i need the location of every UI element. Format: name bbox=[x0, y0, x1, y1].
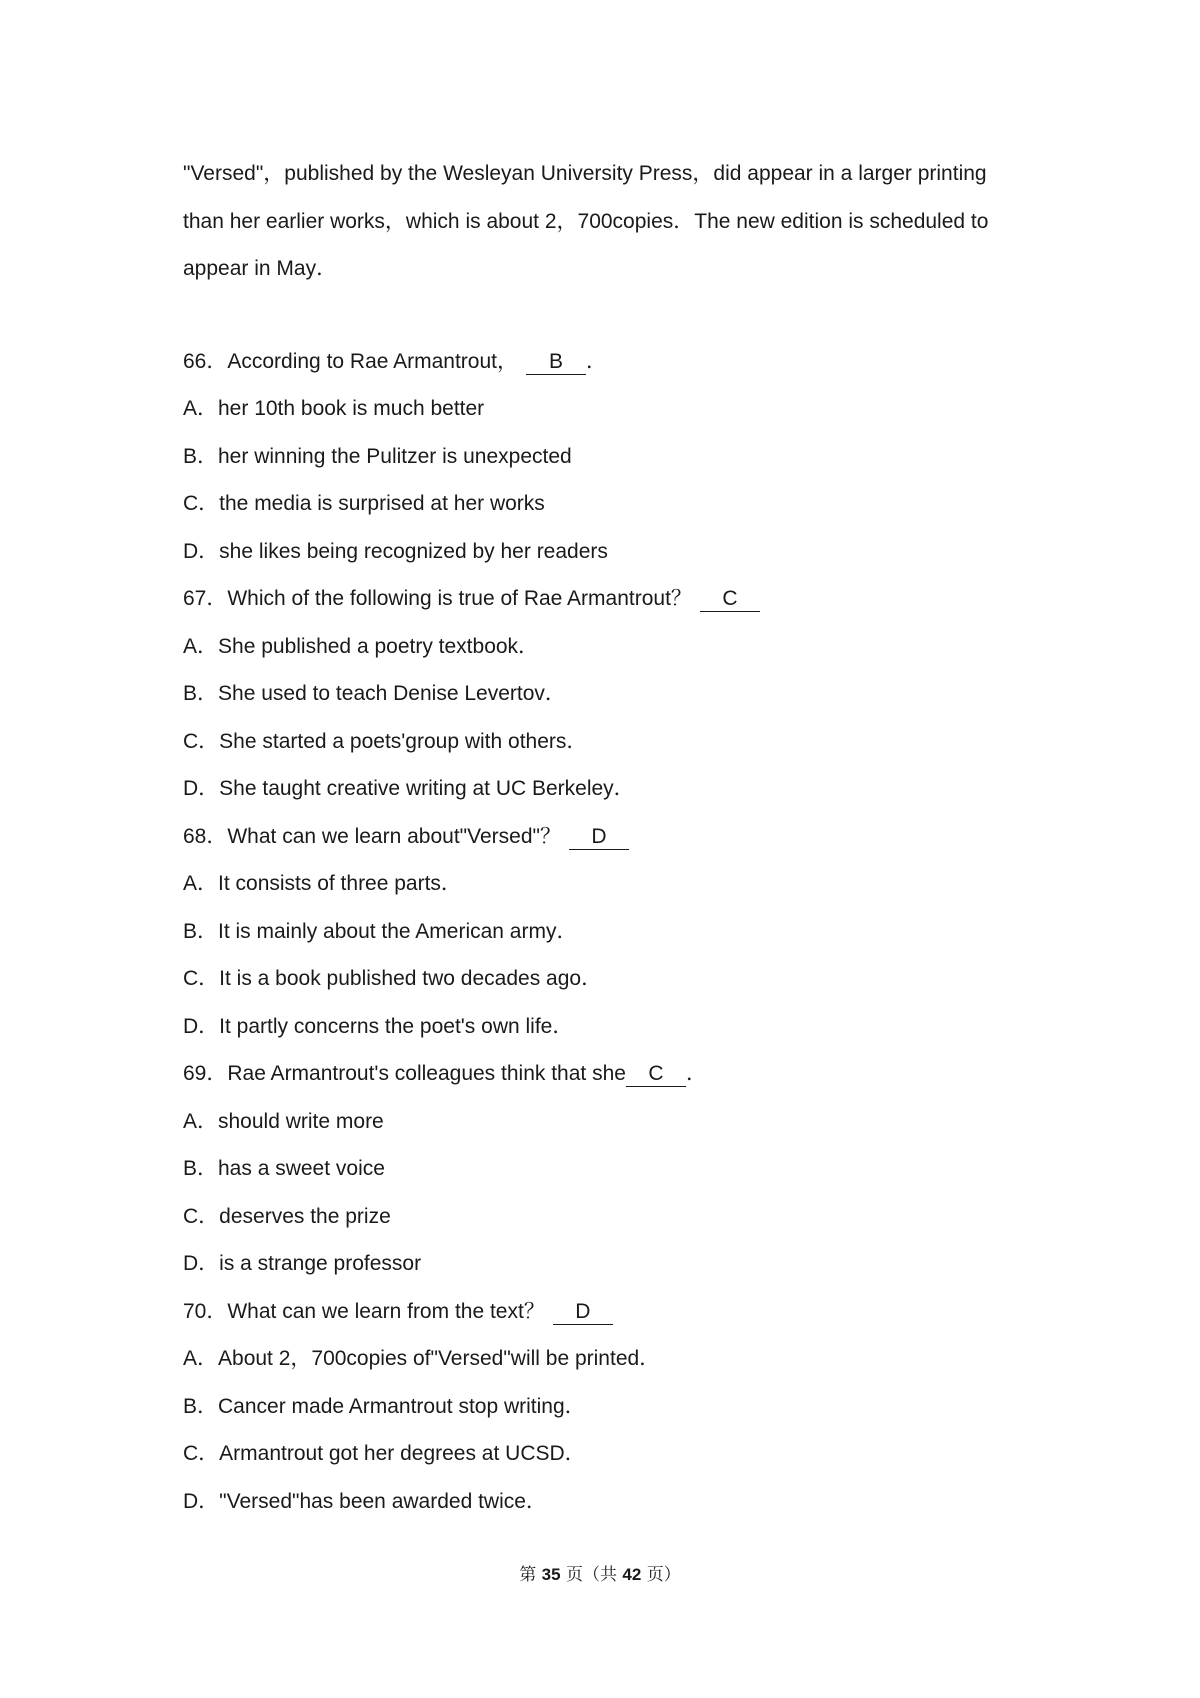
option-a: A．her 10th book is much better bbox=[183, 397, 485, 420]
question-68 bbox=[183, 813, 1043, 1051]
option-c: C．deserves the prize bbox=[183, 1204, 391, 1228]
question-67 bbox=[183, 575, 1043, 813]
option-d: D．It partly concerns the poet's own life． bbox=[183, 1014, 574, 1038]
footer-suffix: 页） bbox=[646, 1565, 681, 1585]
question-text: 68．What can we learn about"Versed"？ bbox=[183, 824, 561, 848]
answer-blank: D bbox=[553, 1300, 613, 1325]
option-a: A．should write more bbox=[183, 1109, 384, 1133]
passage-line: "Versed"，published by the Wesleyan University Press，did appear in a larger printing bbox=[183, 162, 987, 185]
question-text: 69．Rae Armantrout's colleagues think that she bbox=[183, 1062, 626, 1085]
option-b: B．has a sweet voice bbox=[183, 1157, 385, 1180]
page-content bbox=[183, 150, 1043, 1525]
option-a: A．About 2，700copies of"Versed"will be printed． bbox=[183, 1347, 661, 1370]
option-b: B．She used to teach Denise Levertov． bbox=[183, 682, 566, 705]
option-d: D．"Versed"has been awarded twice． bbox=[183, 1489, 547, 1513]
question-punctuation: ． bbox=[685, 1062, 707, 1085]
passage-paragraph bbox=[183, 150, 1043, 293]
option-b: B．her winning the Pulitzer is unexpected bbox=[183, 444, 572, 468]
option-c: C．She started a poets'group with others． bbox=[183, 729, 588, 753]
question-stem bbox=[183, 1288, 1043, 1336]
option-a: A．She published a poetry textbook． bbox=[183, 634, 540, 658]
question-66 bbox=[183, 338, 1043, 576]
passage-line: appear in May． bbox=[183, 257, 338, 280]
answer-blank: D bbox=[569, 825, 629, 850]
option-a: A．It consists of three parts． bbox=[183, 872, 462, 895]
page-footer bbox=[0, 1560, 1200, 1585]
question-text: 66．According to Rae Armantrout， bbox=[183, 349, 518, 373]
question-text: 70．What can we learn from the text？ bbox=[183, 1299, 545, 1323]
passage-line: than her earlier works，which is about 2，700copies．The new edition is scheduled to bbox=[183, 209, 989, 233]
question-stem bbox=[183, 575, 1043, 623]
option-d: D．she likes being recognized by her readers bbox=[183, 539, 608, 563]
question-69 bbox=[183, 1050, 1043, 1288]
question-70 bbox=[183, 1288, 1043, 1526]
question-text: 67．Which of the following is true of Rae Armantrout？ bbox=[183, 587, 692, 610]
option-c: C．Armantrout got her degrees at UCSD． bbox=[183, 1442, 586, 1465]
footer-middle: 页（共 bbox=[566, 1565, 617, 1585]
option-b: B．It is mainly about the American army． bbox=[183, 919, 578, 943]
footer-prefix: 第 bbox=[519, 1565, 537, 1585]
question-stem bbox=[183, 1050, 1043, 1098]
option-c: C．the media is surprised at her works bbox=[183, 492, 545, 515]
option-d: D．is a strange professor bbox=[183, 1252, 422, 1275]
answer-blank: C bbox=[626, 1062, 686, 1087]
question-punctuation: ． bbox=[586, 349, 607, 373]
option-d: D．She taught creative writing at UC Berkeley． bbox=[183, 777, 635, 800]
question-stem bbox=[183, 813, 1043, 861]
footer-page-number: 35 bbox=[541, 1565, 561, 1584]
option-b: B．Cancer made Armantrout stop writing． bbox=[183, 1394, 586, 1418]
question-list bbox=[183, 338, 1043, 1526]
question-stem bbox=[183, 338, 1043, 386]
option-c: C．It is a book published two decades ago． bbox=[183, 967, 603, 990]
answer-blank: C bbox=[700, 587, 760, 612]
answer-blank: B bbox=[526, 350, 586, 375]
footer-total-pages: 42 bbox=[622, 1565, 642, 1584]
